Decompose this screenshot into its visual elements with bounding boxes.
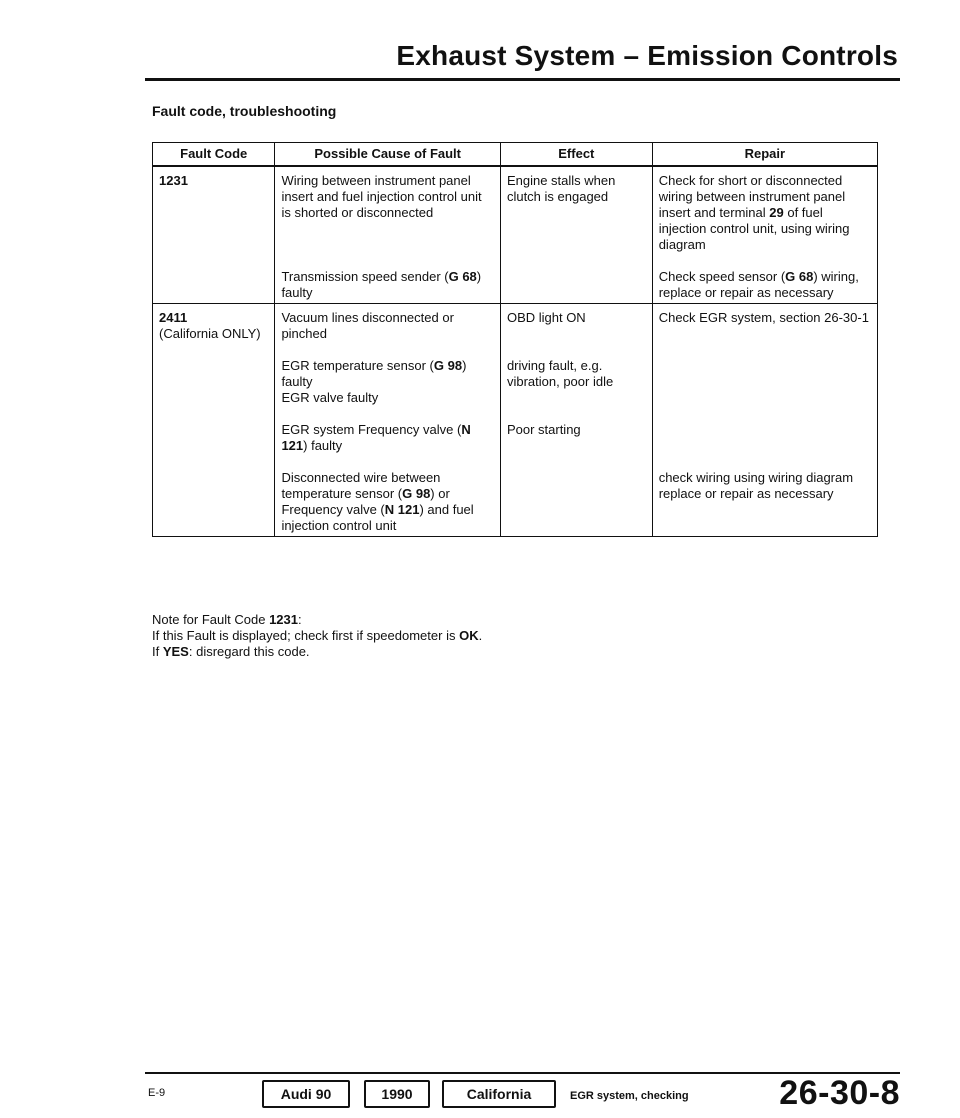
repair-terminal: 29 xyxy=(769,205,784,220)
repair-text: Check for short or disconnected wiring between instrument panel insert and terminal xyxy=(658,173,846,220)
cause-cell xyxy=(275,408,501,456)
cause-cell xyxy=(275,456,501,537)
note-text: : disregard this code. xyxy=(188,644,310,659)
fault-code-cell xyxy=(153,255,275,304)
cause-part-id: G 98 xyxy=(433,358,463,373)
effect-cell: Poor starting xyxy=(500,408,652,456)
header-repair: Repair xyxy=(652,143,877,167)
fault-code: 2411 xyxy=(159,310,188,325)
note-text: If this Fault is displayed; check first if speedometer is xyxy=(152,628,460,643)
cause-part-id: G 98 xyxy=(402,486,431,501)
note-text: Note for Fault Code xyxy=(152,612,270,627)
note-code: 1231 xyxy=(269,612,298,627)
cause-text: ) faulty xyxy=(281,358,467,389)
note-text: . xyxy=(478,628,483,643)
footer-caption: EGR system, checking xyxy=(570,1090,689,1102)
repair-text: replace or repair as necessary xyxy=(658,486,834,501)
header-fault-code: Fault Code xyxy=(153,143,275,167)
header-divider xyxy=(145,78,900,81)
fault-code-cell: 1231 xyxy=(153,166,275,255)
repair-part-id: G 68 xyxy=(785,269,814,284)
note-line xyxy=(152,612,482,628)
cause-text: ) and fuel injection control unit xyxy=(281,502,474,533)
repair-cell xyxy=(652,344,877,408)
repair-cell xyxy=(652,255,877,304)
fault-code-note: (California ONLY) xyxy=(159,326,261,341)
effect-cell: OBD light ON xyxy=(500,304,652,345)
footer-region-box: California xyxy=(442,1080,556,1108)
note-text: If xyxy=(152,644,163,659)
cause-text: EGR system Frequency valve ( xyxy=(281,422,462,437)
repair-cell: Check EGR system, section 26-30-1 xyxy=(652,304,877,345)
repair-text: check wiring using wiring diagram xyxy=(658,470,854,485)
page-header-title: Exhaust System – Emission Controls xyxy=(396,40,898,71)
repair-text: Check speed sensor ( xyxy=(658,269,786,284)
cause-cell: Wiring between instrument panel insert and fuel injection control unit is shorted or disconnected xyxy=(275,166,501,255)
note-yes: YES xyxy=(162,644,189,659)
note-line xyxy=(152,628,482,644)
fault-code-cell xyxy=(153,304,275,345)
cause-text: Transmission speed sender ( xyxy=(281,269,449,284)
table-row xyxy=(153,456,878,537)
fault-code-cell xyxy=(153,456,275,537)
cause-text: EGR temperature sensor ( xyxy=(281,358,434,373)
notes-block xyxy=(152,612,482,660)
table-row xyxy=(153,255,878,304)
footer-model-box: Audi 90 xyxy=(262,1080,350,1108)
effect-cell xyxy=(500,255,652,304)
cause-text: ) faulty xyxy=(303,438,343,453)
repair-cell xyxy=(652,408,877,456)
cause-cell: Vacuum lines disconnected or pinched xyxy=(275,304,501,345)
page-number: 26-30-8 xyxy=(779,1074,900,1112)
note-ok: OK xyxy=(459,628,479,643)
cause-text: ) faulty xyxy=(281,269,482,300)
repair-cell xyxy=(652,456,877,537)
section-title: Fault code, troubleshooting xyxy=(152,103,337,119)
cause-text: ) or Frequency valve ( xyxy=(281,486,450,517)
effect-cell xyxy=(500,456,652,537)
table-header-row xyxy=(153,143,878,167)
effect-cell: driving fault, e.g. vibration, poor idle xyxy=(500,344,652,408)
repair-cell xyxy=(652,166,877,255)
table-row xyxy=(153,304,878,345)
fault-code-table xyxy=(152,142,878,537)
fault-code-cell xyxy=(153,408,275,456)
cause-part-id: N 121 xyxy=(281,422,471,453)
table-row xyxy=(153,344,878,408)
header-effect: Effect xyxy=(500,143,652,167)
effect-cell: Engine stalls when clutch is engaged xyxy=(500,166,652,255)
cause-part-id: N 121 xyxy=(384,502,420,517)
repair-text: of fuel injection control unit, using wiring diagram xyxy=(658,205,850,252)
cause-part-id: G 68 xyxy=(448,269,477,284)
fault-code-cell xyxy=(153,344,275,408)
footer-page-ref: E-9 xyxy=(148,1087,166,1099)
note-text: : xyxy=(297,612,302,627)
header-possible-cause: Possible Cause of Fault xyxy=(275,143,501,167)
cause-cell xyxy=(275,344,501,408)
cause-text: EGR valve faulty xyxy=(281,390,379,405)
table-row xyxy=(153,408,878,456)
footer-year-box: 1990 xyxy=(364,1080,430,1108)
table-row xyxy=(153,166,878,255)
note-line xyxy=(152,644,482,660)
cause-text: Disconnected wire between temperature sensor ( xyxy=(281,470,441,501)
repair-text: ) wiring, replace or repair as necessary xyxy=(658,269,859,300)
cause-cell xyxy=(275,255,501,304)
